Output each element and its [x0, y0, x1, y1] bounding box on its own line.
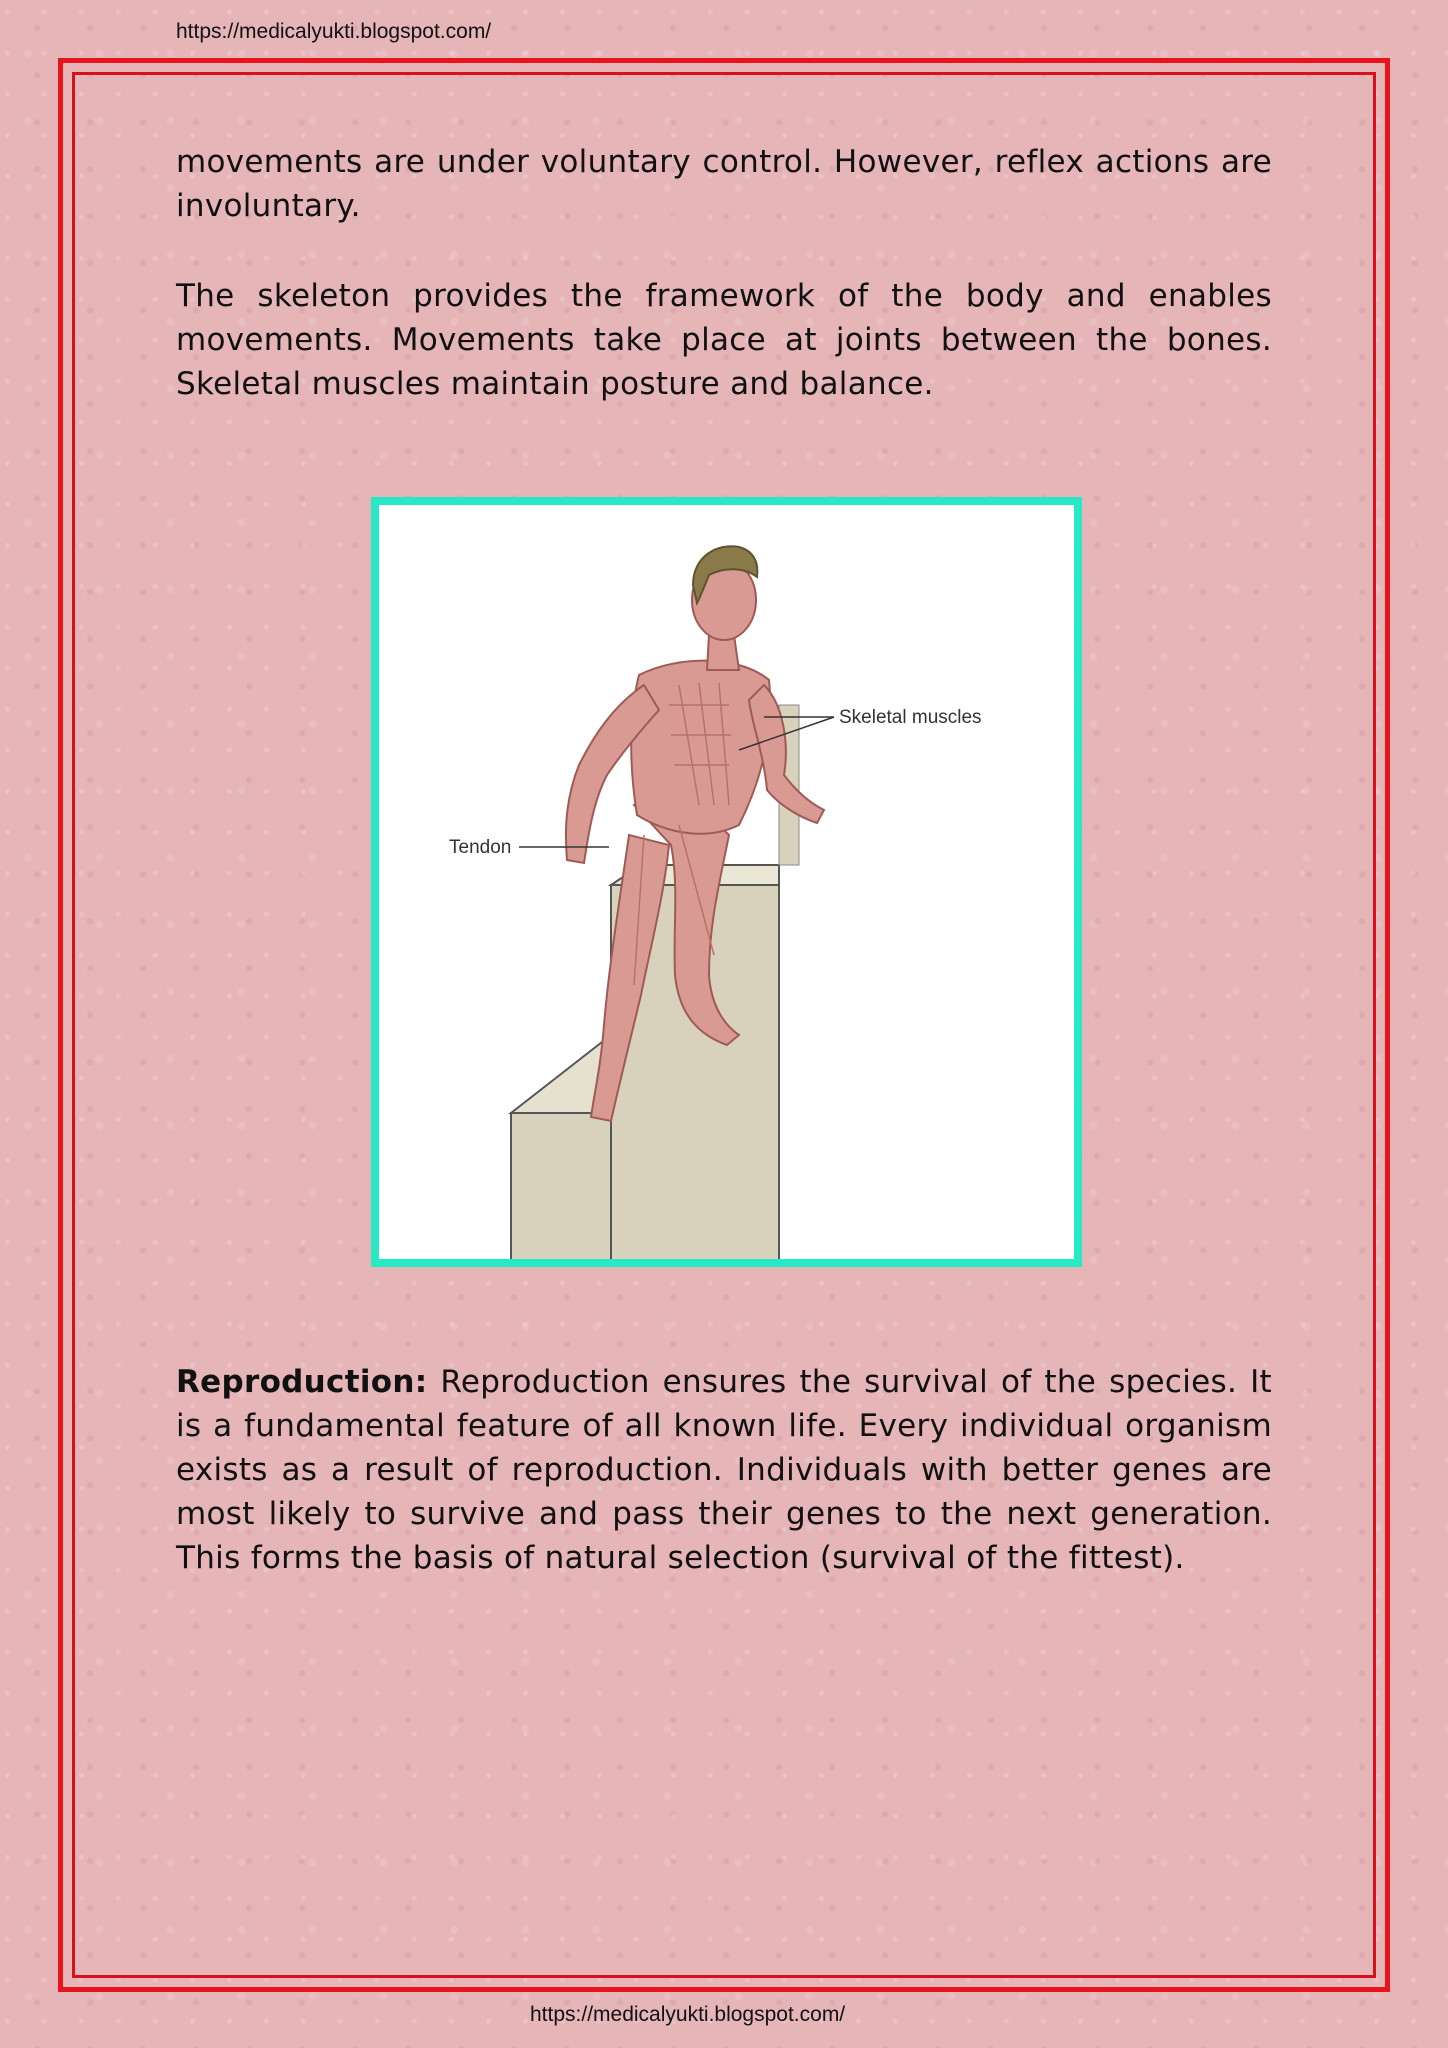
footer-url[interactable]: https://medicalyukti.blogspot.com/ [530, 2003, 846, 2026]
paragraph-reproduction [176, 1360, 1272, 1580]
paragraph-skeleton: The skeleton provides the framework of the body and enables movements. Movements take place at joints between the bones. Skeletal muscles maintain posture and balance. [176, 278, 1272, 402]
header-url[interactable]: https://medicalyukti.blogspot.com/ [176, 20, 492, 43]
label-skeletal-muscles: Skeletal muscles [839, 707, 982, 728]
muscle-illustration [379, 505, 1074, 1259]
reproduction-heading: Reproduction: [176, 1364, 428, 1400]
paragraph-movements: movements are under voluntary control. However, reflex actions are involuntary. [176, 144, 1272, 224]
label-tendon: Tendon [449, 837, 512, 858]
reproduction-body: Reproduction ensures the survival of the species. It is a fundamental feature of all known life. Every individual organism exists as a result of reproduction. Individuals with better genes are most likely to survive and pass their genes to the next generation. This forms the basis of natural selection (survival of the fittest). [176, 1364, 1272, 1576]
skeletal-muscles-figure [371, 497, 1082, 1267]
